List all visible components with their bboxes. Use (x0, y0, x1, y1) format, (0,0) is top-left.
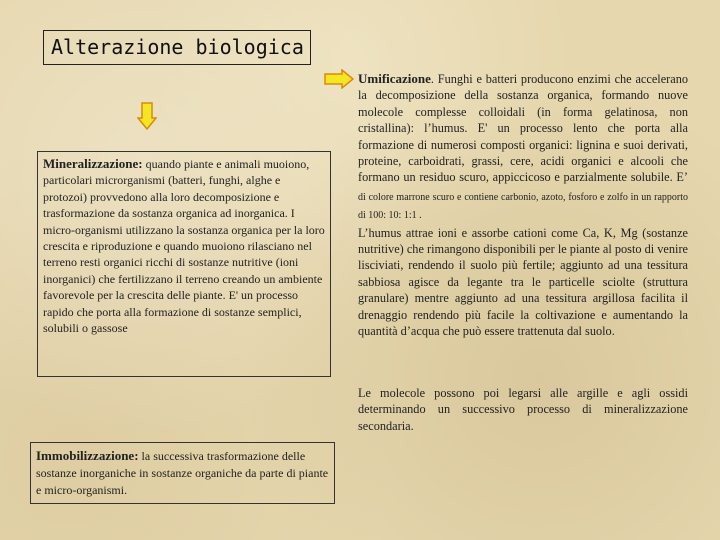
umificazione-small-text: di colore marrone scuro e contiene carbonio, azoto, fosforo e zolfo in un rapporto di 100: 10: 1:1 . (358, 191, 688, 222)
humus-paragraph: L’humus attrae ioni e assorbe cationi come Ca, K, Mg (sostanze nutritive) che rimangono disponibili per le piante al posto di venire lisciviati, rendendo il suolo più fertile; aggiunto ad una tessitura sabbiosa agisce da legante tra le particelle sciolte (struttura granulare) mentre aggiunto ad una tessitura argillosa facilita il drenaggio rendendo più facile la coltivazione e aumentando la quantità d’acqua che può essere trattenuta dal suolo. (358, 225, 688, 339)
umificazione-section (358, 71, 688, 340)
page-title: Alterazione biologica (43, 30, 311, 65)
umificazione-paragraph (358, 71, 688, 225)
mineralizzazione-box (37, 151, 331, 377)
arrow-right-icon (324, 69, 354, 89)
immobilizzazione-heading: Immobilizzazione: (36, 448, 139, 463)
mineralizzazione-text: quando piante e animali muoiono, particolari microrganismi (batteri, funghi, alghe e protozoi) provvedono alla loro decomposizione e trasformazione da sostanza organica ad inorganica. I micro-organismi utilizzano la sostanza organica per la loro crescita e riproduzione e quando muoiono rilasciano nel terreno resti organici ricchi di sostanze nutritive (ioni inorganici) che fertilizzano il terreno creando un ambiente favorevole per la crescita delle piante. E' un processo rapido che porta alla formazione di sostanze semplici, solubili o gassose (43, 157, 325, 336)
mineralizzazione-heading: Mineralizzazione: (43, 156, 143, 171)
arrow-down-icon (137, 102, 157, 130)
immobilizzazione-text: la successiva trasformazione delle sostanze inorganiche in sostanze organiche da parte di piante e micro-organismi. (36, 449, 329, 497)
umificazione-text: . Funghi e batteri producono enzimi che accelerano la decomposizione della sostanza organica, formando nuove molecole complesse colloidali (in forma gelatinosa, non cristallina): l’humus. E' un processo lento che porta alla formazione di numerosi composti organici: lignina e suoi derivati, proteine, carboidrati, grassi, cere, acidi organici e alcooli che formano un residuo scuro, appiccicoso e parzialmente solubile. E’ (358, 72, 688, 185)
umificazione-heading: Umificazione (358, 71, 431, 86)
immobilizzazione-box (30, 442, 335, 504)
mineralizzazione-secondaria-paragraph: Le molecole possono poi legarsi alle argille e agli ossidi determinando un successivo processo di mineralizzazione secondaria. (358, 386, 688, 433)
